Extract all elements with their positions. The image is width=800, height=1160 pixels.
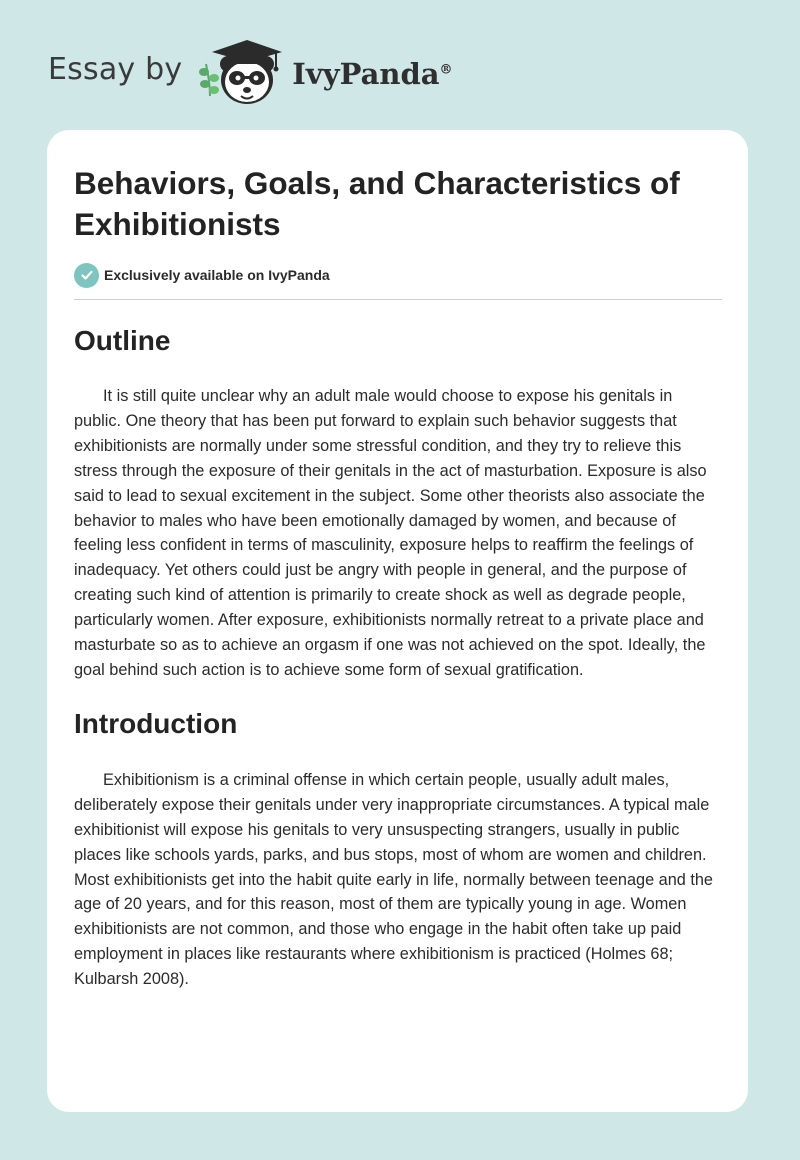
section-text-outline: It is still quite unclear why an adult male would choose to expose his genitals in public. One theory that has been put forward to explain such behavior suggests that exhibitionists are normally under some stressful condition, and they try to relieve this stress through the exposure of their genitals in the act of masturbation. Exposure is also said to lead to sexual excitement in the subject. Some other theorists also associate the behavior to males who have been emotionally damaged by women, and because of feeling less confident in terms of masculinity, exposure helps to reaffirm the feelings of inadequacy. Yet others could just be angry with people in general, and the purpose of creating such kind of attention is primarily to create shock as well as degrade people, particularly women. After exposure, exhibitionists normally retreat to a private place and masturbate so as to achieve an orgasm if one was not achieved on the spot. Ideally, the goal behind such action is to achieve some form of sexual gratification. xyxy=(74,387,707,679)
brand-name xyxy=(292,57,452,91)
checkmark-icon xyxy=(80,268,94,282)
divider xyxy=(74,299,722,300)
panda-logo-icon xyxy=(196,34,288,110)
site-header-brand[interactable] xyxy=(48,34,453,110)
brand-prefix: Essay by xyxy=(48,52,183,87)
badge-text: Exclusively available on IvyPanda xyxy=(104,267,330,283)
essay-title: Behaviors, Goals, and Characteristics of Exhibitionists xyxy=(74,165,680,242)
check-circle-icon xyxy=(74,263,99,288)
brand-name-text: IvyPanda xyxy=(292,57,440,91)
section-heading-outline: Outline xyxy=(74,325,171,356)
section-heading-introduction: Introduction xyxy=(74,707,238,739)
registered-mark: ® xyxy=(439,62,453,78)
section-text-introduction: Exhibitionism is a criminal offense in which certain people, usually adult males, deliberately expose their genitals under very inappropriate circumstances. A typical male exhibitionist will expose his genitals to very unsuspecting strangers, usually in public places like schools yards, parks, and bus stops, most of whom are women and children. Most exhibitionists get into the habit quite early in life, normally between teenage and the age of 20 years, and for this reason, most of them are typically young in age. Women exhibitionists are not common, and those who engage in the habit often take up paid employment in places like restaurants where exhibitionism is practiced (Holmes 68; Kulbarsh 2008). xyxy=(74,770,713,989)
essay-card xyxy=(47,130,748,1112)
exclusive-badge xyxy=(74,261,722,289)
